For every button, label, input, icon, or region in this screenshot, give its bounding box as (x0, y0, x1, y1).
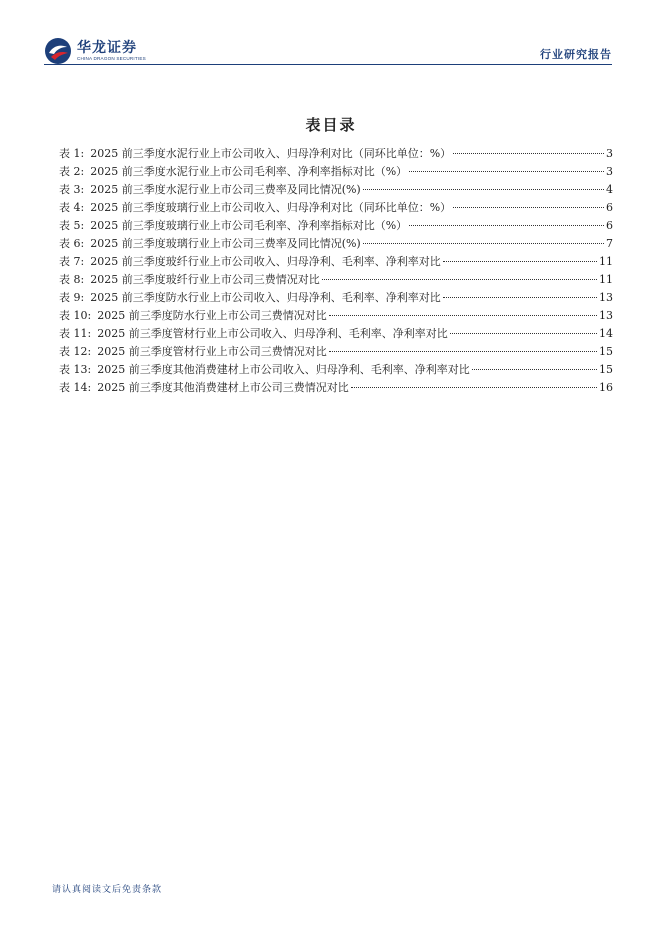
toc-dot-leader (443, 261, 597, 262)
toc-dot-leader (453, 207, 604, 208)
table-of-contents (59, 145, 613, 397)
toc-entry-page: 6 (606, 219, 613, 232)
toc-entry-page: 3 (606, 165, 613, 178)
toc-dot-leader (409, 225, 604, 226)
page-header (0, 0, 662, 70)
toc-entry-label: 表 12: (59, 345, 92, 358)
toc-dot-leader (329, 315, 597, 316)
toc-entry[interactable] (59, 289, 613, 307)
toc-entry-page: 16 (599, 381, 613, 394)
toc-entry[interactable] (59, 271, 613, 289)
toc-entry-title: 2025 前三季度水泥行业上市公司三费率及同比情况(%) (90, 183, 361, 196)
toc-entry-page: 15 (599, 345, 613, 358)
toc-entry-label: 表 10: (59, 309, 92, 322)
toc-entry-label: 表 8: (59, 273, 85, 286)
company-logo (44, 37, 146, 65)
header-divider (44, 64, 612, 65)
toc-entry-label: 表 5: (59, 219, 85, 232)
toc-entry-page: 13 (599, 309, 613, 322)
toc-entry[interactable] (59, 199, 613, 217)
toc-entry-label: 表 4: (59, 201, 85, 214)
toc-entry-title: 2025 前三季度玻璃行业上市公司收入、归母净利对比（同环比单位：%） (90, 201, 452, 214)
toc-entry-label: 表 11: (59, 327, 92, 340)
toc-entry[interactable] (59, 235, 613, 253)
toc-dot-leader (453, 153, 604, 154)
toc-entry-page: 13 (599, 291, 613, 304)
toc-dot-leader (409, 171, 604, 172)
toc-entry-title: 2025 前三季度水泥行业上市公司收入、归母净利对比（同环比单位：%） (90, 147, 452, 160)
toc-entry-label: 表 6: (59, 237, 85, 250)
toc-dot-leader (443, 297, 597, 298)
toc-entry-title: 2025 前三季度防水行业上市公司三费情况对比 (97, 309, 327, 322)
toc-entry[interactable] (59, 181, 613, 199)
logo-chinese-name: 华龙证券 (77, 40, 137, 56)
toc-title: 表目录 (305, 116, 357, 134)
toc-entry[interactable] (59, 145, 613, 163)
toc-entry-page: 11 (599, 273, 613, 286)
report-type: 行业研究报告 (540, 48, 612, 61)
toc-entry[interactable] (59, 217, 613, 235)
toc-dot-leader (351, 387, 597, 388)
toc-dot-leader (472, 369, 597, 370)
disclaimer-note: 请认真阅读文后免责条款 (52, 885, 163, 895)
toc-entry-page: 15 (599, 363, 613, 376)
toc-entry[interactable] (59, 253, 613, 271)
toc-entry-label: 表 7: (59, 255, 85, 268)
toc-entry-title: 2025 前三季度玻纤行业上市公司收入、归母净利、毛利率、净利率对比 (90, 255, 441, 268)
toc-entry-title: 2025 前三季度玻璃行业上市公司毛利率、净利率指标对比（%） (90, 219, 408, 232)
dragon-logo-icon (44, 37, 72, 65)
toc-dot-leader (450, 333, 597, 334)
toc-entry-page: 3 (606, 147, 613, 160)
toc-entry-page: 14 (599, 327, 613, 340)
toc-entry-label: 表 3: (59, 183, 85, 196)
toc-entry-page: 11 (599, 255, 613, 268)
toc-entry-label: 表 13: (59, 363, 92, 376)
toc-entry-title: 2025 前三季度其他消费建材上市公司三费情况对比 (97, 381, 349, 394)
toc-entry-page: 4 (606, 183, 613, 196)
toc-entry-title: 2025 前三季度水泥行业上市公司毛利率、净利率指标对比（%） (90, 165, 408, 178)
toc-dot-leader (363, 189, 604, 190)
toc-entry[interactable] (59, 379, 613, 397)
toc-entry[interactable] (59, 361, 613, 379)
logo-english-name: CHINA DRAGON SECURITIES (77, 56, 146, 61)
toc-entry-page: 6 (606, 201, 613, 214)
toc-entry-label: 表 14: (59, 381, 92, 394)
toc-dot-leader (329, 351, 597, 352)
toc-dot-leader (322, 279, 597, 280)
toc-entry[interactable] (59, 163, 613, 181)
toc-entry-label: 表 2: (59, 165, 85, 178)
toc-entry-label: 表 9: (59, 291, 85, 304)
toc-entry-title: 2025 前三季度防水行业上市公司收入、归母净利、毛利率、净利率对比 (90, 291, 441, 304)
toc-entry-page: 7 (606, 237, 613, 250)
toc-entry-title: 2025 前三季度玻璃行业上市公司三费率及同比情况(%) (90, 237, 361, 250)
toc-entry-label: 表 1: (59, 147, 85, 160)
toc-entry[interactable] (59, 307, 613, 325)
toc-entry-title: 2025 前三季度玻纤行业上市公司三费情况对比 (90, 273, 320, 286)
toc-entry-title: 2025 前三季度管材行业上市公司收入、归母净利、毛利率、净利率对比 (97, 327, 448, 340)
toc-entry[interactable] (59, 325, 613, 343)
toc-entry-title: 2025 前三季度管材行业上市公司三费情况对比 (97, 345, 327, 358)
toc-dot-leader (363, 243, 604, 244)
toc-entry[interactable] (59, 343, 613, 361)
toc-entry-title: 2025 前三季度其他消费建材上市公司收入、归母净利、毛利率、净利率对比 (97, 363, 470, 376)
